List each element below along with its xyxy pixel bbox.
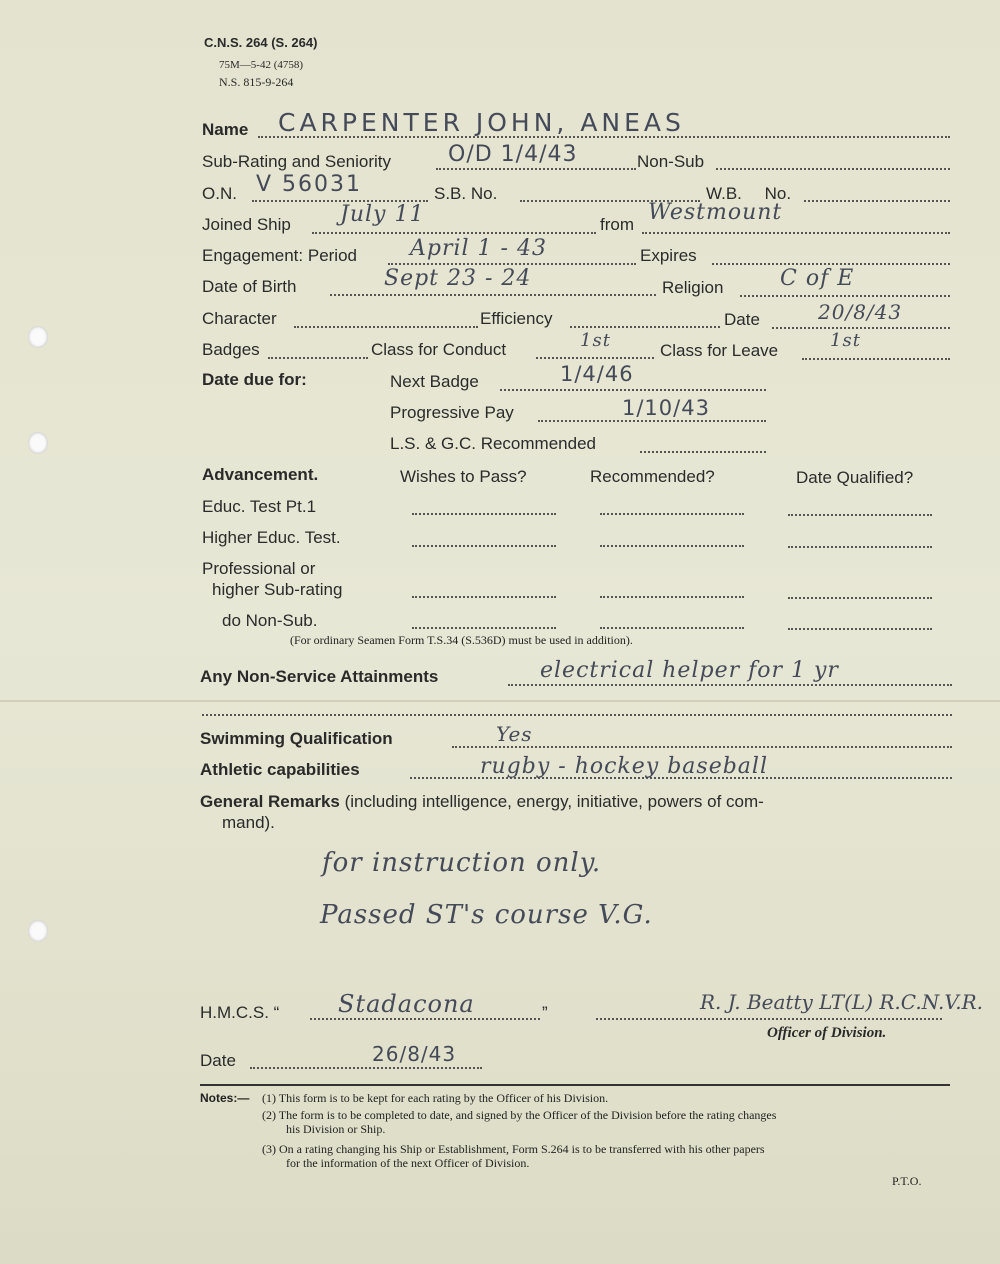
badges-label: Badges (202, 340, 260, 359)
class-conduct-label: Class for Conduct (371, 340, 507, 359)
joined-ship-line (312, 232, 596, 234)
notes-rule (200, 1084, 950, 1086)
dob-line (330, 294, 656, 296)
higher-date-line (788, 546, 932, 548)
character-label: Character (202, 309, 277, 328)
from-label: from (600, 215, 634, 234)
non-service-line-2 (202, 714, 952, 716)
punch-hole (28, 920, 48, 942)
engagement-line (388, 263, 636, 265)
general-remarks-text-2: mand). (222, 813, 275, 832)
professional-date-line (788, 597, 932, 599)
wb-no-label: W.B. No. (706, 184, 792, 203)
note-2b: his Division or Ship. (286, 1122, 386, 1136)
date-qualified-header: Date Qualified? (796, 468, 914, 487)
engagement-label: Engagement: Period (202, 246, 357, 265)
class-conduct-value: 1st (580, 330, 611, 351)
hmcs-label: H.M.C.S. “ (200, 1003, 280, 1022)
progressive-pay-line (538, 420, 766, 422)
class-leave-value: 1st (830, 330, 861, 351)
date-value: 20/8/43 (818, 300, 903, 324)
professional-label-1: Professional or (202, 559, 316, 578)
date-label: Date (724, 310, 760, 329)
progressive-pay-label: Progressive Pay (390, 403, 514, 422)
professional-recommended-line (600, 596, 744, 598)
advancement-label: Advancement. (202, 465, 319, 484)
officer-label: Officer of Division. (767, 1025, 887, 1041)
non-sub-line (716, 168, 950, 170)
non-service-line (508, 684, 952, 686)
from-line (642, 232, 950, 234)
sub-rating-label: Sub-Rating and Seniority (202, 152, 392, 171)
dob-value: Sept 23 - 24 (384, 266, 532, 291)
officer-signature: R. J. Beatty LT(L) R.C.N.V.R. (700, 990, 984, 1014)
note-3b: for the information of the next Officer of Division. (286, 1156, 530, 1170)
wishes-header: Wishes to Pass? (400, 467, 527, 486)
date-line (772, 327, 950, 329)
notes-heading: Notes:— (200, 1091, 250, 1105)
professional-label-2: higher Sub-rating (212, 580, 343, 599)
date-bottom-value: 26/8/43 (372, 1042, 457, 1066)
hmcs-close-quote: ” (542, 1003, 548, 1022)
note-3a: (3) On a rating changing his Ship or Establishment, Form S.264 is to be transferred with his other papers (262, 1142, 765, 1156)
engagement-value: April 1 - 43 (410, 236, 547, 261)
ls-gc-line (640, 451, 766, 453)
do-non-sub-label: do Non-Sub. (222, 611, 318, 630)
punch-hole (28, 432, 48, 454)
general-remarks-text-1: (including intelligence, energy, initiative, powers of com- (344, 792, 764, 811)
name-value: CARPENTER JOHN, ANEAS (278, 108, 685, 137)
ns-code: N.S. 815-9-264 (219, 75, 294, 89)
punch-hole (28, 326, 48, 348)
on-value: V 56031 (256, 172, 363, 197)
date-due-label: Date due for: (202, 370, 307, 389)
form-number: C.N.S. 264 (S. 264) (204, 35, 318, 50)
general-remarks-label: General Remarks (200, 792, 340, 811)
next-badge-label: Next Badge (390, 372, 479, 391)
professional-wishes-line (412, 596, 556, 598)
remarks-value-1: for instruction only. (322, 848, 602, 878)
date-bottom-label: Date (200, 1051, 236, 1070)
on-label: O.N. (202, 184, 237, 203)
hmcs-line (310, 1018, 540, 1020)
higher-wishes-line (412, 545, 556, 547)
swimming-value: Yes (496, 722, 533, 746)
ordinary-seamen-note: (For ordinary Seamen Form T.S.34 (S.536D) must be used in addition). (290, 633, 633, 647)
note-2a: (2) The form is to be completed to date, and signed by the Officer of the Division before the rating changes (262, 1108, 777, 1122)
character-line (294, 326, 478, 328)
sub-rating-line (436, 168, 636, 170)
higher-recommended-line (600, 545, 744, 547)
next-badge-line (500, 389, 766, 391)
nonsub-date-line (788, 628, 932, 630)
efficiency-line (570, 326, 720, 328)
print-code: 75M—5-42 (4758) (219, 59, 304, 71)
nonsub-wishes-line (412, 627, 556, 629)
non-sub-label: Non-Sub (637, 152, 705, 171)
class-conduct-line (536, 357, 654, 359)
dob-label: Date of Birth (202, 277, 297, 296)
hmcs-value: Stadacona (338, 990, 475, 1018)
wb-no-line (804, 200, 950, 202)
joined-ship-value: July 11 (340, 202, 425, 227)
educ-date-line (788, 514, 932, 516)
ls-gc-label: L.S. & G.C. Recommended (390, 434, 596, 453)
note-1: (1) This form is to be kept for each rating by the Officer of his Division. (262, 1091, 609, 1105)
higher-educ-label: Higher Educ. Test. (202, 528, 341, 547)
non-service-value: electrical helper for 1 yr (540, 658, 839, 683)
from-value: Westmount (648, 200, 783, 225)
joined-ship-label: Joined Ship (202, 215, 291, 234)
pto-label: P.T.O. (892, 1174, 922, 1188)
religion-value: C of E (780, 266, 855, 291)
name-label: Name (202, 120, 249, 139)
progressive-pay-value: 1/10/43 (622, 396, 710, 420)
general-remarks (200, 792, 764, 812)
religion-line (740, 295, 950, 297)
swimming-line (452, 746, 952, 748)
officer-signature-line (596, 1018, 942, 1020)
educ-test-label: Educ. Test Pt.1 (202, 497, 317, 516)
class-leave-label: Class for Leave (660, 341, 779, 360)
date-bottom-line (250, 1067, 482, 1069)
class-leave-line (802, 358, 950, 360)
remarks-value-2: Passed ST's course V.G. (320, 900, 653, 930)
athletic-value: rugby - hockey baseball (480, 754, 768, 779)
expires-line (712, 263, 950, 265)
expires-label: Expires (640, 246, 697, 265)
educ-recommended-line (600, 513, 744, 515)
sb-no-label: S.B. No. (434, 184, 498, 203)
recommended-header: Recommended? (590, 467, 715, 486)
religion-label: Religion (662, 278, 724, 297)
seniority-value: O/D 1/4/43 (448, 142, 578, 167)
efficiency-label: Efficiency (480, 309, 553, 328)
badges-line (268, 357, 368, 359)
non-service-label: Any Non-Service Attainments (200, 667, 439, 686)
paper-fold (0, 700, 1000, 702)
swimming-label: Swimming Qualification (200, 729, 393, 748)
educ-wishes-line (412, 513, 556, 515)
next-badge-value: 1/4/46 (560, 362, 634, 386)
nonsub-recommended-line (600, 627, 744, 629)
athletic-label: Athletic capabilities (200, 760, 360, 779)
